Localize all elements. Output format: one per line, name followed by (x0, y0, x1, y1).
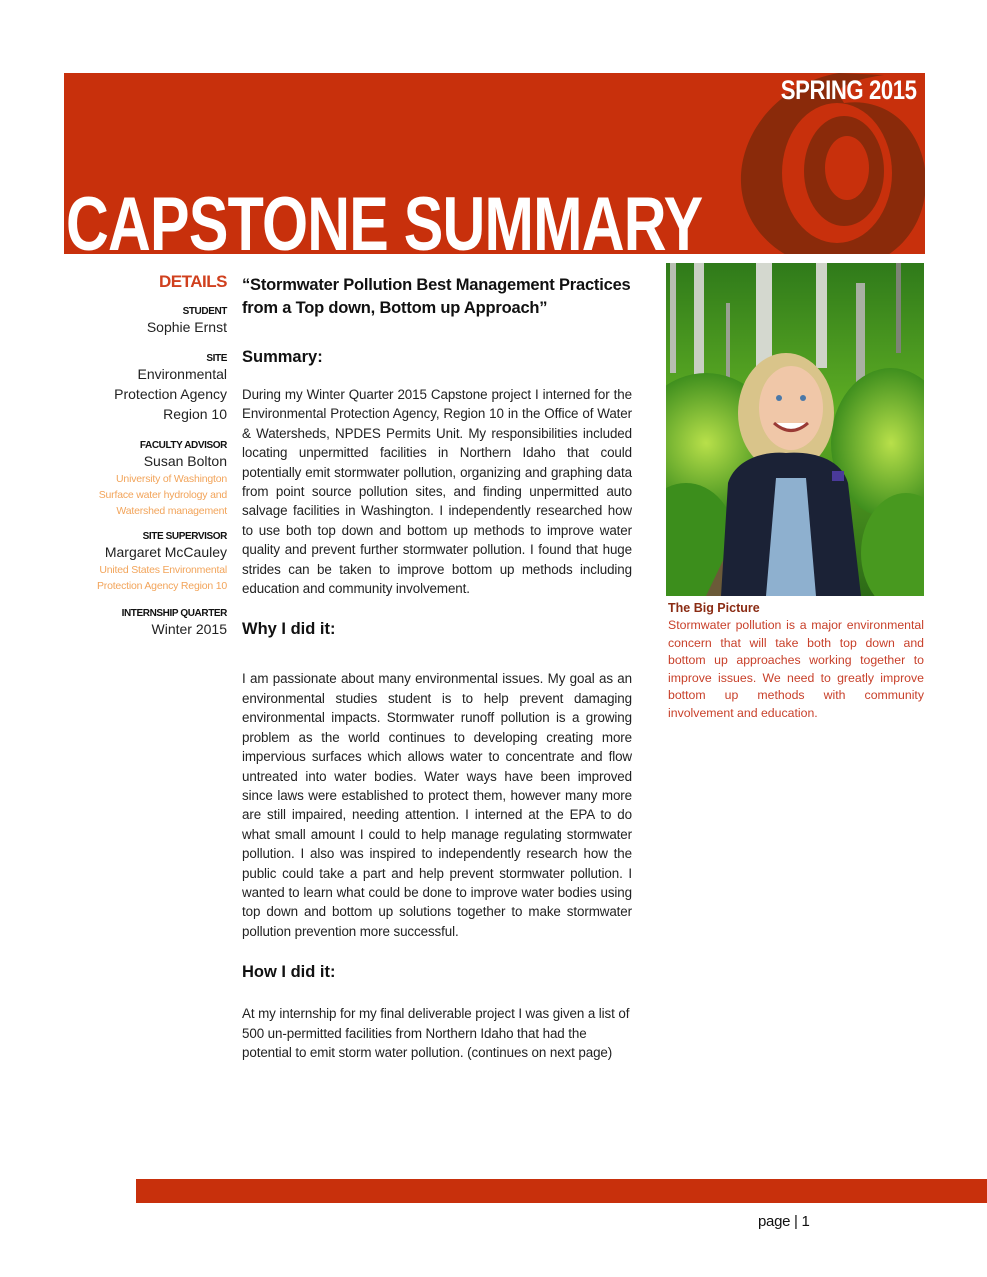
student-name: Sophie Ernst (146, 319, 227, 335)
student-photo (666, 263, 924, 596)
why-section (242, 620, 632, 941)
site-line: Environmental (137, 366, 227, 382)
issue-season: SPRING 2015 (781, 75, 917, 105)
footer-bar (136, 1179, 987, 1203)
caption-title: The Big Picture (668, 601, 760, 615)
section-body: I am passionate about many environmental issues. My goal as an environmental studies student is to help prevent damaging environmental impacts. Stormwater runoff pollution is a growing problem as the world continues to developing creating more impervious surfaces which allows water to concentrate and flow untreated into water bodies. Water ways have been improved since laws were established to protect them, however many more are still impaired, needing attention. I interned at the EPA to do what small amount I could to help manage regulating stormwater pollution. I also was inspired to independently research how the public could take a part and help prevent stormwater pollution. I wanted to learn what could be done to improve water bodies using top down and bottom up solutions together to make stormwater pollution prevention more successful. (242, 671, 632, 939)
section-heading: Why I did it: (242, 620, 336, 639)
details-heading: DETAILS (159, 272, 227, 291)
main-content (242, 274, 632, 1084)
summary-section (242, 348, 632, 598)
site-label: SITE (206, 353, 227, 364)
header-banner (64, 73, 925, 254)
site-line: Protection Agency (114, 386, 227, 402)
section-heading: Summary: (242, 348, 323, 366)
site-supervisor-label: SITE SUPERVISOR (142, 531, 227, 542)
faculty-affiliation: Watershed management (116, 505, 227, 517)
supervisor-affiliation: Protection Agency Region 10 (96, 580, 227, 592)
faculty-affiliation: University of Washington (116, 473, 227, 485)
project-title: “Stormwater Pollution Best Management Practices from a Top down, Bottom up Approach” (242, 276, 631, 317)
photo-caption (668, 600, 924, 722)
section-body: At my internship for my final deliverable project I was given a list of 500 un-permitted facilities from Northern Idaho that had the potential to emit storm water pollution. (continues on next page) (242, 1006, 630, 1060)
section-body: During my Winter Quarter 2015 Capstone project I interned for the Environmental Protection Agency, Region 10 in the Office of Water & Watersheds, NPDES Permits Unit. My responsibilities included locating unpermitted facilities in Northern Idaho that could potentially emit stormwater pollution, organizing and graphing data from point source pollution sites, and finding unpermitted auto salvage facilities in Washington. I independently researched how to use both top down and bottom up methods to improve water quality and prevent further stormwater pollution. I found that huge strides can be taken to improve bottom up methods including education and community involvement. (242, 387, 632, 597)
faculty-advisor-label: FACULTY ADVISOR (139, 440, 227, 451)
forest-portrait-image (666, 263, 924, 596)
page-title: CAPSTONE SUMMARY (66, 182, 703, 254)
internship-quarter: Winter 2015 (151, 621, 227, 637)
site-supervisor-name: Margaret McCauley (104, 544, 227, 560)
internship-quarter-label: INTERNSHIP QUARTER (121, 608, 227, 619)
how-section (242, 963, 632, 1062)
section-heading: How I did it: (242, 963, 336, 982)
caption-text: Stormwater pollution is a major environmental concern that will take both top down and bottom up approaches working together to improve issues. We need to greatly improve bottom up methods with community involvement and education. (668, 618, 924, 720)
details-sidebar (60, 272, 227, 639)
faculty-advisor-name: Susan Bolton (143, 453, 227, 469)
faculty-affiliation: Surface water hydrology and (98, 489, 227, 501)
page-number: page | 1 (758, 1213, 810, 1230)
student-label: STUDENT (182, 306, 227, 317)
supervisor-affiliation: United States Environmental (99, 564, 227, 576)
site-line: Region 10 (163, 406, 227, 422)
